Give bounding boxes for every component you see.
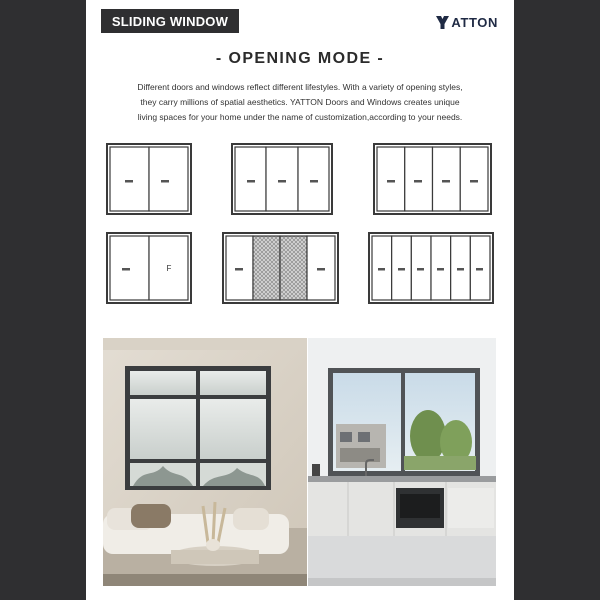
living-room-photo xyxy=(103,338,307,586)
window-diagram-two-panel xyxy=(107,144,191,214)
description-line: they carry millions of spatial aesthetics. YATTON Doors and Windows creates unique xyxy=(140,97,460,107)
category-tag: SLIDING WINDOW xyxy=(101,9,239,33)
window-diagram-screen-panel xyxy=(223,233,338,303)
right-dark-border xyxy=(514,0,600,600)
window-diagram-four-panel xyxy=(374,144,491,214)
left-dark-border xyxy=(0,0,86,600)
description-line: living spaces for your home under the name of customization,according to your needs. xyxy=(137,112,463,122)
opening-mode-diagrams xyxy=(86,0,514,330)
section-title: - OPENING MODE - xyxy=(215,50,385,67)
window-diagram-three-panel xyxy=(232,144,332,214)
window-diagram-slide-fixed xyxy=(107,233,191,303)
brand-name: ATTON xyxy=(451,15,498,30)
description-line: Different doors and windows reflect different lifestyles. With a variety of opening styles, xyxy=(137,82,463,92)
window-diagram-six-panel xyxy=(369,233,493,303)
fixed-panel-label: F xyxy=(166,264,172,273)
kitchen-photo xyxy=(308,338,496,586)
page-content xyxy=(86,0,514,600)
